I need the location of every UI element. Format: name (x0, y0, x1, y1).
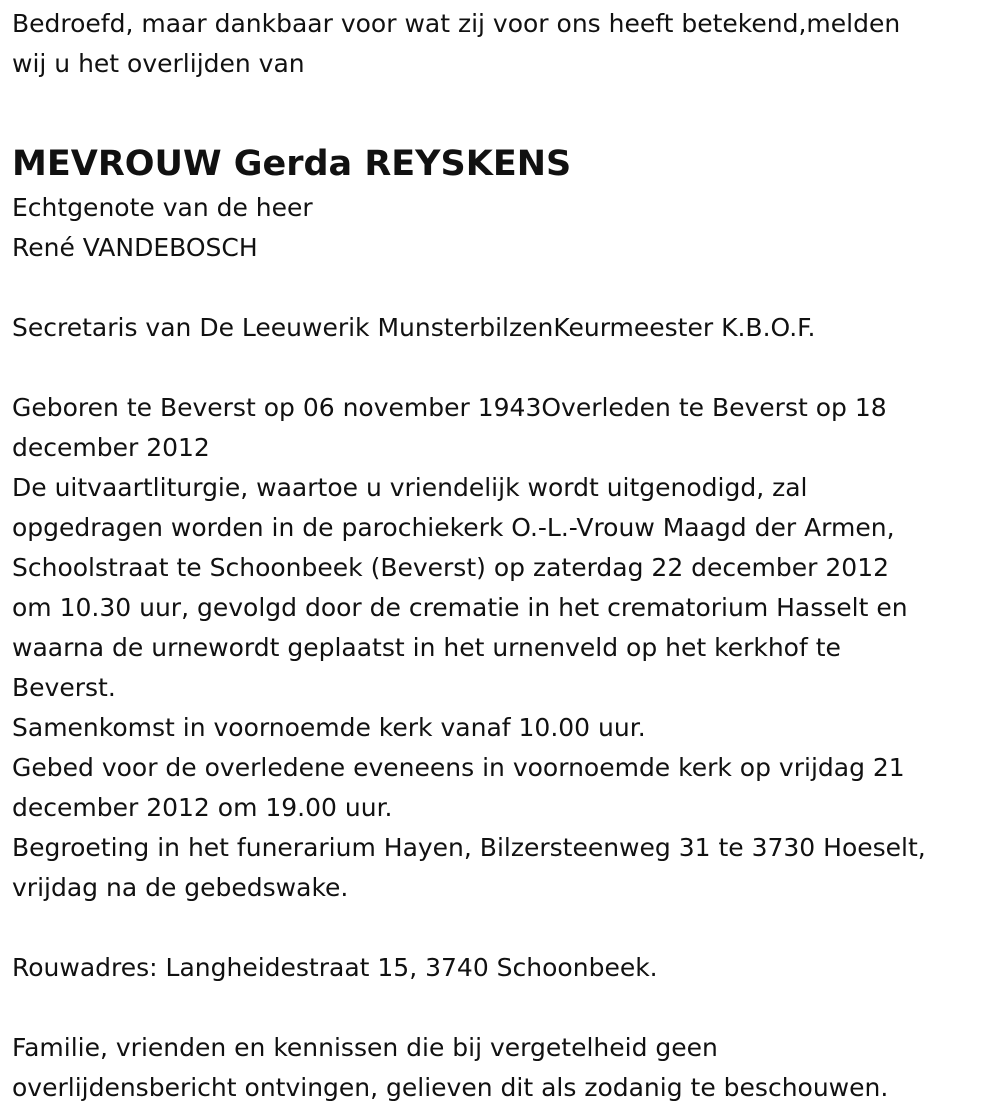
spacer (12, 988, 988, 1028)
spacer (12, 268, 988, 308)
detail-line: waarna de urnewordt geplaatst in het urnenveld op het kerkhof te (12, 633, 841, 662)
closing-line: Familie, vrienden en kennissen die bij vergetelheid geen (12, 1033, 718, 1062)
closing-text (12, 1028, 988, 1108)
functions-info (12, 308, 988, 348)
spouse-info (12, 188, 988, 268)
spouse-line: Echtgenote van de heer (12, 193, 313, 222)
detail-line: opgedragen worden in de parochiekerk O.-L.-Vrouw Maagd der Armen, (12, 513, 895, 542)
intro-line: Bedroefd, maar dankbaar voor wat zij voor ons heeft betekend,melden (12, 9, 901, 38)
mourning-address: Rouwadres: Langheidestraat 15, 3740 Schoonbeek. (12, 953, 658, 982)
function-line: Secretaris van De Leeuwerik MunsterbilzenKeurmeester K.B.O.F. (12, 313, 816, 342)
spacer (12, 348, 988, 388)
spacer (12, 908, 988, 948)
detail-line: Geboren te Beverst op 06 november 1943Overleden te Beverst op 18 (12, 393, 887, 422)
detail-line: Begroeting in het funerarium Hayen, Bilzersteenweg 31 te 3730 Hoeselt, (12, 833, 926, 862)
detail-line: Schoolstraat te Schoonbeek (Beverst) op zaterdag 22 december 2012 (12, 553, 890, 582)
detail-line: Beverst. (12, 673, 116, 702)
detail-line: december 2012 om 19.00 uur. (12, 793, 393, 822)
detail-line: om 10.30 uur, gevolgd door de crematie in het crematorium Hasselt en (12, 593, 908, 622)
intro-line: wij u het overlijden van (12, 49, 305, 78)
detail-line: december 2012 (12, 433, 210, 462)
deceased-name: MEVROUW Gerda REYSKENS (12, 144, 572, 184)
intro-text (12, 4, 988, 84)
detail-line: vrijdag na de gebedswake. (12, 873, 349, 902)
funeral-details (12, 388, 988, 908)
detail-line: De uitvaartliturgie, waartoe u vriendelijk wordt uitgenodigd, zal (12, 473, 808, 502)
detail-line: Samenkomst in voornoemde kerk vanaf 10.00 uur. (12, 713, 646, 742)
spouse-line: René VANDEBOSCH (12, 233, 258, 262)
detail-line: Gebed voor de overledene eveneens in voornoemde kerk op vrijdag 21 (12, 753, 905, 782)
closing-line: overlijdensbericht ontvingen, gelieven dit als zodanig te beschouwen. (12, 1073, 889, 1102)
